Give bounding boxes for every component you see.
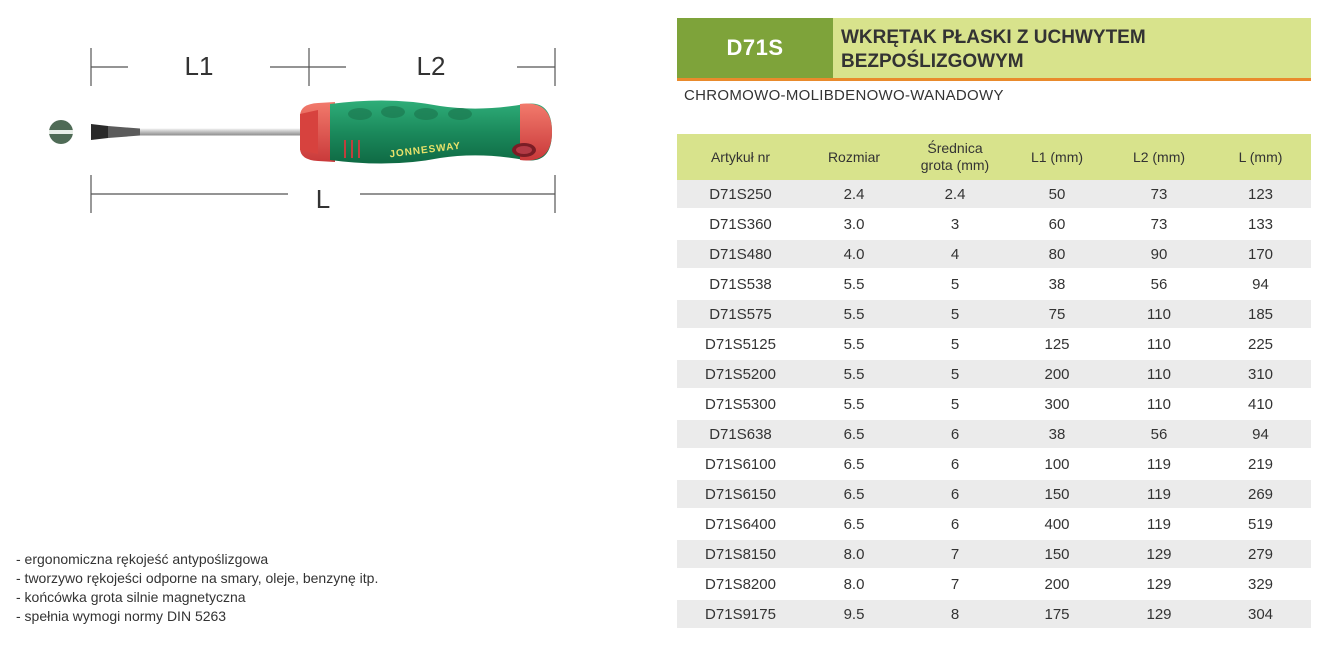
cell-diameter: 5 [904, 389, 1006, 419]
cell-size: 6.5 [804, 419, 904, 449]
cell-l1: 125 [1006, 329, 1108, 359]
table-row [677, 539, 1311, 569]
screwdriver-drawing [0, 0, 640, 260]
cell-l2: 56 [1108, 269, 1210, 299]
table-row [677, 419, 1311, 449]
product-title [833, 18, 1311, 78]
cell-l2: 110 [1108, 359, 1210, 389]
cell-l1: 200 [1006, 359, 1108, 389]
spec-table [677, 134, 1311, 628]
cell-l: 219 [1210, 449, 1311, 479]
cell-l: 123 [1210, 180, 1311, 209]
table-row [677, 599, 1311, 628]
cell-l1: 400 [1006, 509, 1108, 539]
cell-l: 225 [1210, 329, 1311, 359]
cell-l2: 119 [1108, 449, 1210, 479]
material-subtitle: CHROMOWO-MOLIBDENOWO-WANADOWY [684, 87, 1004, 104]
cell-diameter: 3 [904, 209, 1006, 239]
label-l2: L2 [416, 51, 446, 81]
cell-size: 6.5 [804, 449, 904, 479]
cell-l1: 75 [1006, 299, 1108, 329]
cell-article: D71S5300 [677, 389, 804, 419]
cell-article: D71S638 [677, 419, 804, 449]
cell-article: D71S8150 [677, 539, 804, 569]
cell-diameter: 4 [904, 239, 1006, 269]
cell-article: D71S480 [677, 239, 804, 269]
cell-l1: 38 [1006, 269, 1108, 299]
label-l1: L1 [184, 51, 214, 81]
cell-l: 185 [1210, 299, 1311, 329]
cell-diameter: 6 [904, 479, 1006, 509]
table-row [677, 569, 1311, 599]
cell-l: 94 [1210, 269, 1311, 299]
feature-item: - spełnia wymogi normy DIN 5263 [16, 608, 227, 624]
cell-l: 269 [1210, 479, 1311, 509]
cell-l2: 56 [1108, 419, 1210, 449]
cell-diameter: 8 [904, 599, 1006, 628]
cell-size: 3.0 [804, 209, 904, 239]
cell-l2: 90 [1108, 239, 1210, 269]
tip-end-view-icon [49, 120, 73, 144]
table-row [677, 449, 1311, 479]
cell-l2: 110 [1108, 299, 1210, 329]
cell-article: D71S6150 [677, 479, 804, 509]
table-row [677, 239, 1311, 269]
cell-l2: 73 [1108, 180, 1210, 209]
dimension-l1-l2 [91, 48, 555, 86]
cell-article: D71S9175 [677, 599, 804, 628]
cell-l: 310 [1210, 359, 1311, 389]
cell-diameter: 7 [904, 569, 1006, 599]
header-article: Artykuł nr [677, 134, 804, 180]
header-diameter-line2: grota (mm) [920, 157, 990, 173]
cell-diameter: 5 [904, 329, 1006, 359]
cell-size: 4.0 [804, 239, 904, 269]
cell-l1: 50 [1006, 180, 1108, 209]
product-title-line2: BEZPOŚLIZGOWYM [841, 51, 1024, 72]
cell-l: 304 [1210, 599, 1311, 628]
table-row [677, 269, 1311, 299]
cell-size: 5.5 [804, 299, 904, 329]
cell-l2: 110 [1108, 389, 1210, 419]
cell-l2: 129 [1108, 539, 1210, 569]
header-divider [677, 78, 1311, 81]
table-row [677, 209, 1311, 239]
header-diameter-line1: Średnica [927, 140, 983, 156]
cell-l2: 110 [1108, 329, 1210, 359]
cell-l: 170 [1210, 239, 1311, 269]
cell-diameter: 7 [904, 539, 1006, 569]
cell-size: 8.0 [804, 569, 904, 599]
cell-size: 5.5 [804, 329, 904, 359]
cell-diameter: 2.4 [904, 180, 1006, 209]
header-l1: L1 (mm) [1006, 134, 1108, 180]
cell-l: 279 [1210, 539, 1311, 569]
cell-diameter: 6 [904, 449, 1006, 479]
cell-l2: 73 [1108, 209, 1210, 239]
cell-size: 2.4 [804, 180, 904, 209]
table-row [677, 180, 1311, 209]
table-row [677, 329, 1311, 359]
cell-size: 6.5 [804, 509, 904, 539]
cell-article: D71S538 [677, 269, 804, 299]
feature-list [16, 550, 378, 626]
header-l2: L2 (mm) [1108, 134, 1210, 180]
cell-diameter: 5 [904, 299, 1006, 329]
cell-article: D71S6100 [677, 449, 804, 479]
cell-diameter: 6 [904, 419, 1006, 449]
cell-l1: 60 [1006, 209, 1108, 239]
screwdriver-shaft [91, 124, 310, 140]
cell-l2: 129 [1108, 569, 1210, 599]
table-row [677, 509, 1311, 539]
cell-size: 6.5 [804, 479, 904, 509]
cell-l1: 150 [1006, 479, 1108, 509]
cell-article: D71S360 [677, 209, 804, 239]
table-header-row [677, 134, 1311, 180]
cell-l1: 200 [1006, 569, 1108, 599]
cell-diameter: 6 [904, 509, 1006, 539]
cell-size: 8.0 [804, 539, 904, 569]
table-body [677, 180, 1311, 628]
cell-l1: 38 [1006, 419, 1108, 449]
cell-article: D71S5125 [677, 329, 804, 359]
cell-article: D71S8200 [677, 569, 804, 599]
cell-l1: 100 [1006, 449, 1108, 479]
cell-l1: 300 [1006, 389, 1108, 419]
cell-size: 9.5 [804, 599, 904, 628]
feature-item: - ergonomiczna rękojeść antypoślizgowa [16, 551, 269, 567]
cell-l1: 150 [1006, 539, 1108, 569]
table-row [677, 479, 1311, 509]
handle-brand-text: JONNESWAY [388, 140, 462, 161]
cell-article: D71S250 [677, 180, 804, 209]
label-l: L [315, 184, 331, 214]
cell-l: 133 [1210, 209, 1311, 239]
feature-item: - tworzywo rękojeści odporne na smary, oleje, benzynę itp. [16, 570, 379, 586]
product-title-line1: WKRĘTAK PŁASKI Z UCHWYTEM [841, 27, 1146, 48]
cell-diameter: 5 [904, 269, 1006, 299]
header-diameter [904, 134, 1006, 180]
header-l: L (mm) [1210, 134, 1311, 180]
cell-size: 5.5 [804, 269, 904, 299]
product-code-badge: D71S [677, 18, 833, 78]
cell-article: D71S5200 [677, 359, 804, 389]
cell-l: 410 [1210, 389, 1311, 419]
cell-l2: 119 [1108, 509, 1210, 539]
cell-l1: 80 [1006, 239, 1108, 269]
cell-l1: 175 [1006, 599, 1108, 628]
cell-size: 5.5 [804, 359, 904, 389]
table-row [677, 389, 1311, 419]
cell-l: 329 [1210, 569, 1311, 599]
table-row [677, 299, 1311, 329]
cell-l2: 119 [1108, 479, 1210, 509]
table-row [677, 359, 1311, 389]
cell-l2: 129 [1108, 599, 1210, 628]
feature-item: - końcówka grota silnie magnetyczna [16, 589, 246, 605]
cell-l: 94 [1210, 419, 1311, 449]
cell-article: D71S6400 [677, 509, 804, 539]
cell-size: 5.5 [804, 389, 904, 419]
cell-article: D71S575 [677, 299, 804, 329]
cell-l: 519 [1210, 509, 1311, 539]
cell-diameter: 5 [904, 359, 1006, 389]
header-size: Rozmiar [804, 134, 904, 180]
